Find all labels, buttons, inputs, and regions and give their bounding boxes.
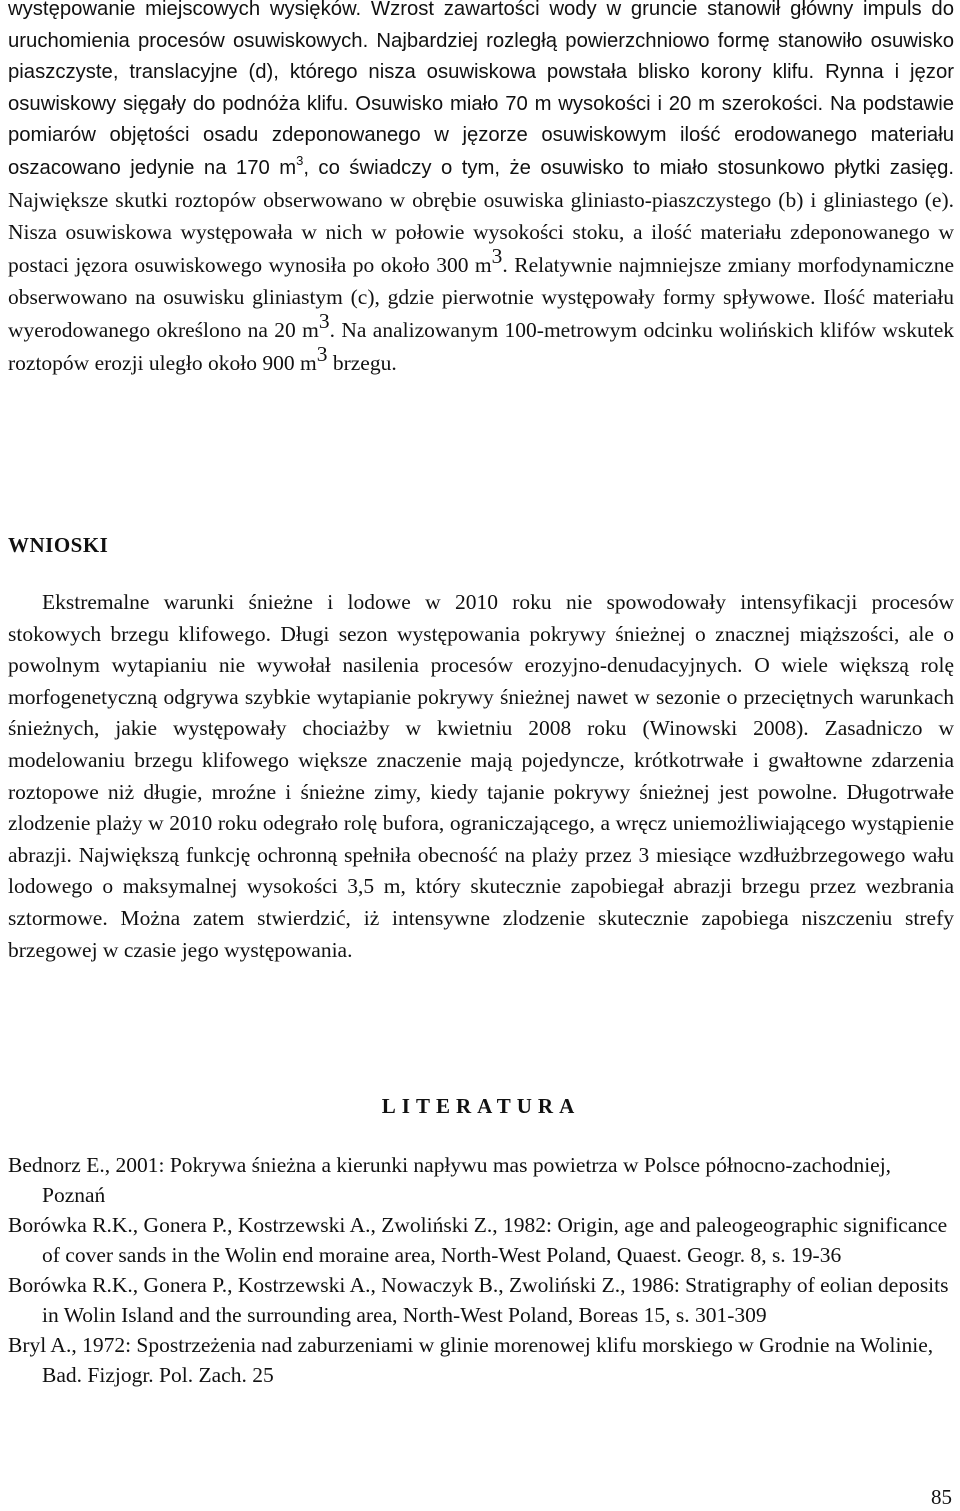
superscript: 3	[491, 243, 503, 268]
paragraph-landslides-text-b: , co świadczy o tym, że osuwisko to miało stosunkowo płytki zasięg.	[303, 156, 954, 179]
page	[8, 0, 954, 1387]
paragraph-landslides-text-e: . Na analizowanym 100-metrowym odcinku wolińskich klifów wskutek roztopów erozji uległo około 900 m	[8, 317, 954, 375]
section-heading-literature: LITERATURA	[381, 1094, 581, 1118]
paragraph-landslides	[8, 0, 954, 380]
paragraph-landslides-text-c: Największe skutki roztopów obserwowano w obrębie osuwiska gliniasto-piaszczystego (b) i gliniastego (e). Nisza osuwiskowa występowała w nich w połowie wysokości stoku, a ilość materiału zdeponowanego w postaci jęzora osuwiskowego wynosiła po około 300 m	[8, 187, 954, 277]
reference-item: Borówka R.K., Gonera P., Kostrzewski A., Nowaczyk B., Zwoliński Z., 1986: Stratigraphy of eolian deposits in Wolin Island and the surrounding area, North-West Poland, Boreas 15, s. 301-309	[8, 1273, 949, 1327]
reference-item: Bednorz E., 2001: Pokrywa śnieżna a kierunki napływu mas powietrza w Polsce północno-zachodniej, Poznań	[8, 1153, 892, 1207]
reference-list	[8, 1150, 954, 1390]
reference-item: Borówka R.K., Gonera P., Kostrzewski A., Zwoliński Z., 1982: Origin, age and paleogeographic significance of cover sands in the Wolin end moraine area, North-West Poland, Quaest. Geogr. 8, s. 19-36	[8, 1213, 948, 1267]
superscript: 3	[316, 341, 328, 366]
section-heading-conclusions: WNIOSKI	[8, 533, 109, 557]
reference-item: Bryl A., 1972: Spostrzeżenia nad zaburzeniami w glinie morenowej klifu morskiego w Grodnie na Wolinie, Bad. Fizjogr. Pol. Zach. 25	[8, 1333, 934, 1387]
superscript: 3	[318, 308, 330, 333]
paragraph-landslides-text-d: . Relatywnie najmniejsze zmiany morfodynamiczne obserwowano na osuwisku gliniastym (c), gdzie pierwotnie występowały formy spływowe. Ilość materiału wyerodowanego określono na 20 m	[8, 252, 954, 342]
superscript: 3	[296, 152, 304, 168]
paragraph-landslides-text-a: występowanie miejscowych wysięków. Wzrost zawartości wody w gruncie stanowił główny impuls do uruchomienia procesów osuwiskowych. Najbardziej rozległą powierzchniowo formę stanowiło osuwisko piaszczyste, translacyjne (d), którego nisza osuwiskowa powstała blisko korony klifu. Rynna i jęzor osuwiskowy sięgały do podnóża klifu. Osuwisko miało 70 m wysokości i 20 m szerokości. Na podstawie pomiarów objętości osadu zdeponowanego w jęzorze osuwiskowym ilość erodowanego materiału oszacowano jedynie na 170 m	[8, 0, 954, 179]
paragraph-landslides-text-f: brzegu.	[327, 350, 397, 375]
paragraph-conclusions: Ekstremalne warunki śnieżne i lodowe w 2010 roku nie spowodowały intensyfikacji procesów stokowych brzegu klifowego. Długi sezon występowania pokrywy śnieżnej o znacznej miąższości, ale o powolnym wytapianiu nie wywołał nasilenia procesów erozyjno-denudacyjnych. O wiele większą rolę morfogenetyczną odgrywa szybkie wytapianie pokrywy śnieżnej nawet w sezonie o przeciętnych warunkach śnieżnych, jakie występowały chociażby w kwietniu 2008 roku (Winowski 2008). Zasadniczo w modelowaniu brzegu klifowego większe znaczenie mają pojedyncze, krótkotrwałe i gwałtowne zdarzenia roztopowe niż długie, mroźne i śnieżne zimy, kiedy tajanie pokrywy śnieżnej jest powolne. Długotrwałe zlodzenie plaży w 2010 roku odegrało rolę bufora, ograniczającego, a wręcz uniemożliwiającego wystąpienie abrazji. Największą funkcję ochronną spełniła obecność na plaży przez 3 miesiące wzdłużbrzegowego wału lodowego o maksymalnej wysokości 3,5 m, który skutecznie zapobiegał abrazji brzegu przez wezbrania sztormowe. Można zatem stwierdzić, iż intensywne zlodzenie skutecznie zapobiega niszczeniu strefy brzegowej w czasie jego występowania.	[8, 590, 954, 962]
page-number: 85	[931, 1485, 952, 1509]
